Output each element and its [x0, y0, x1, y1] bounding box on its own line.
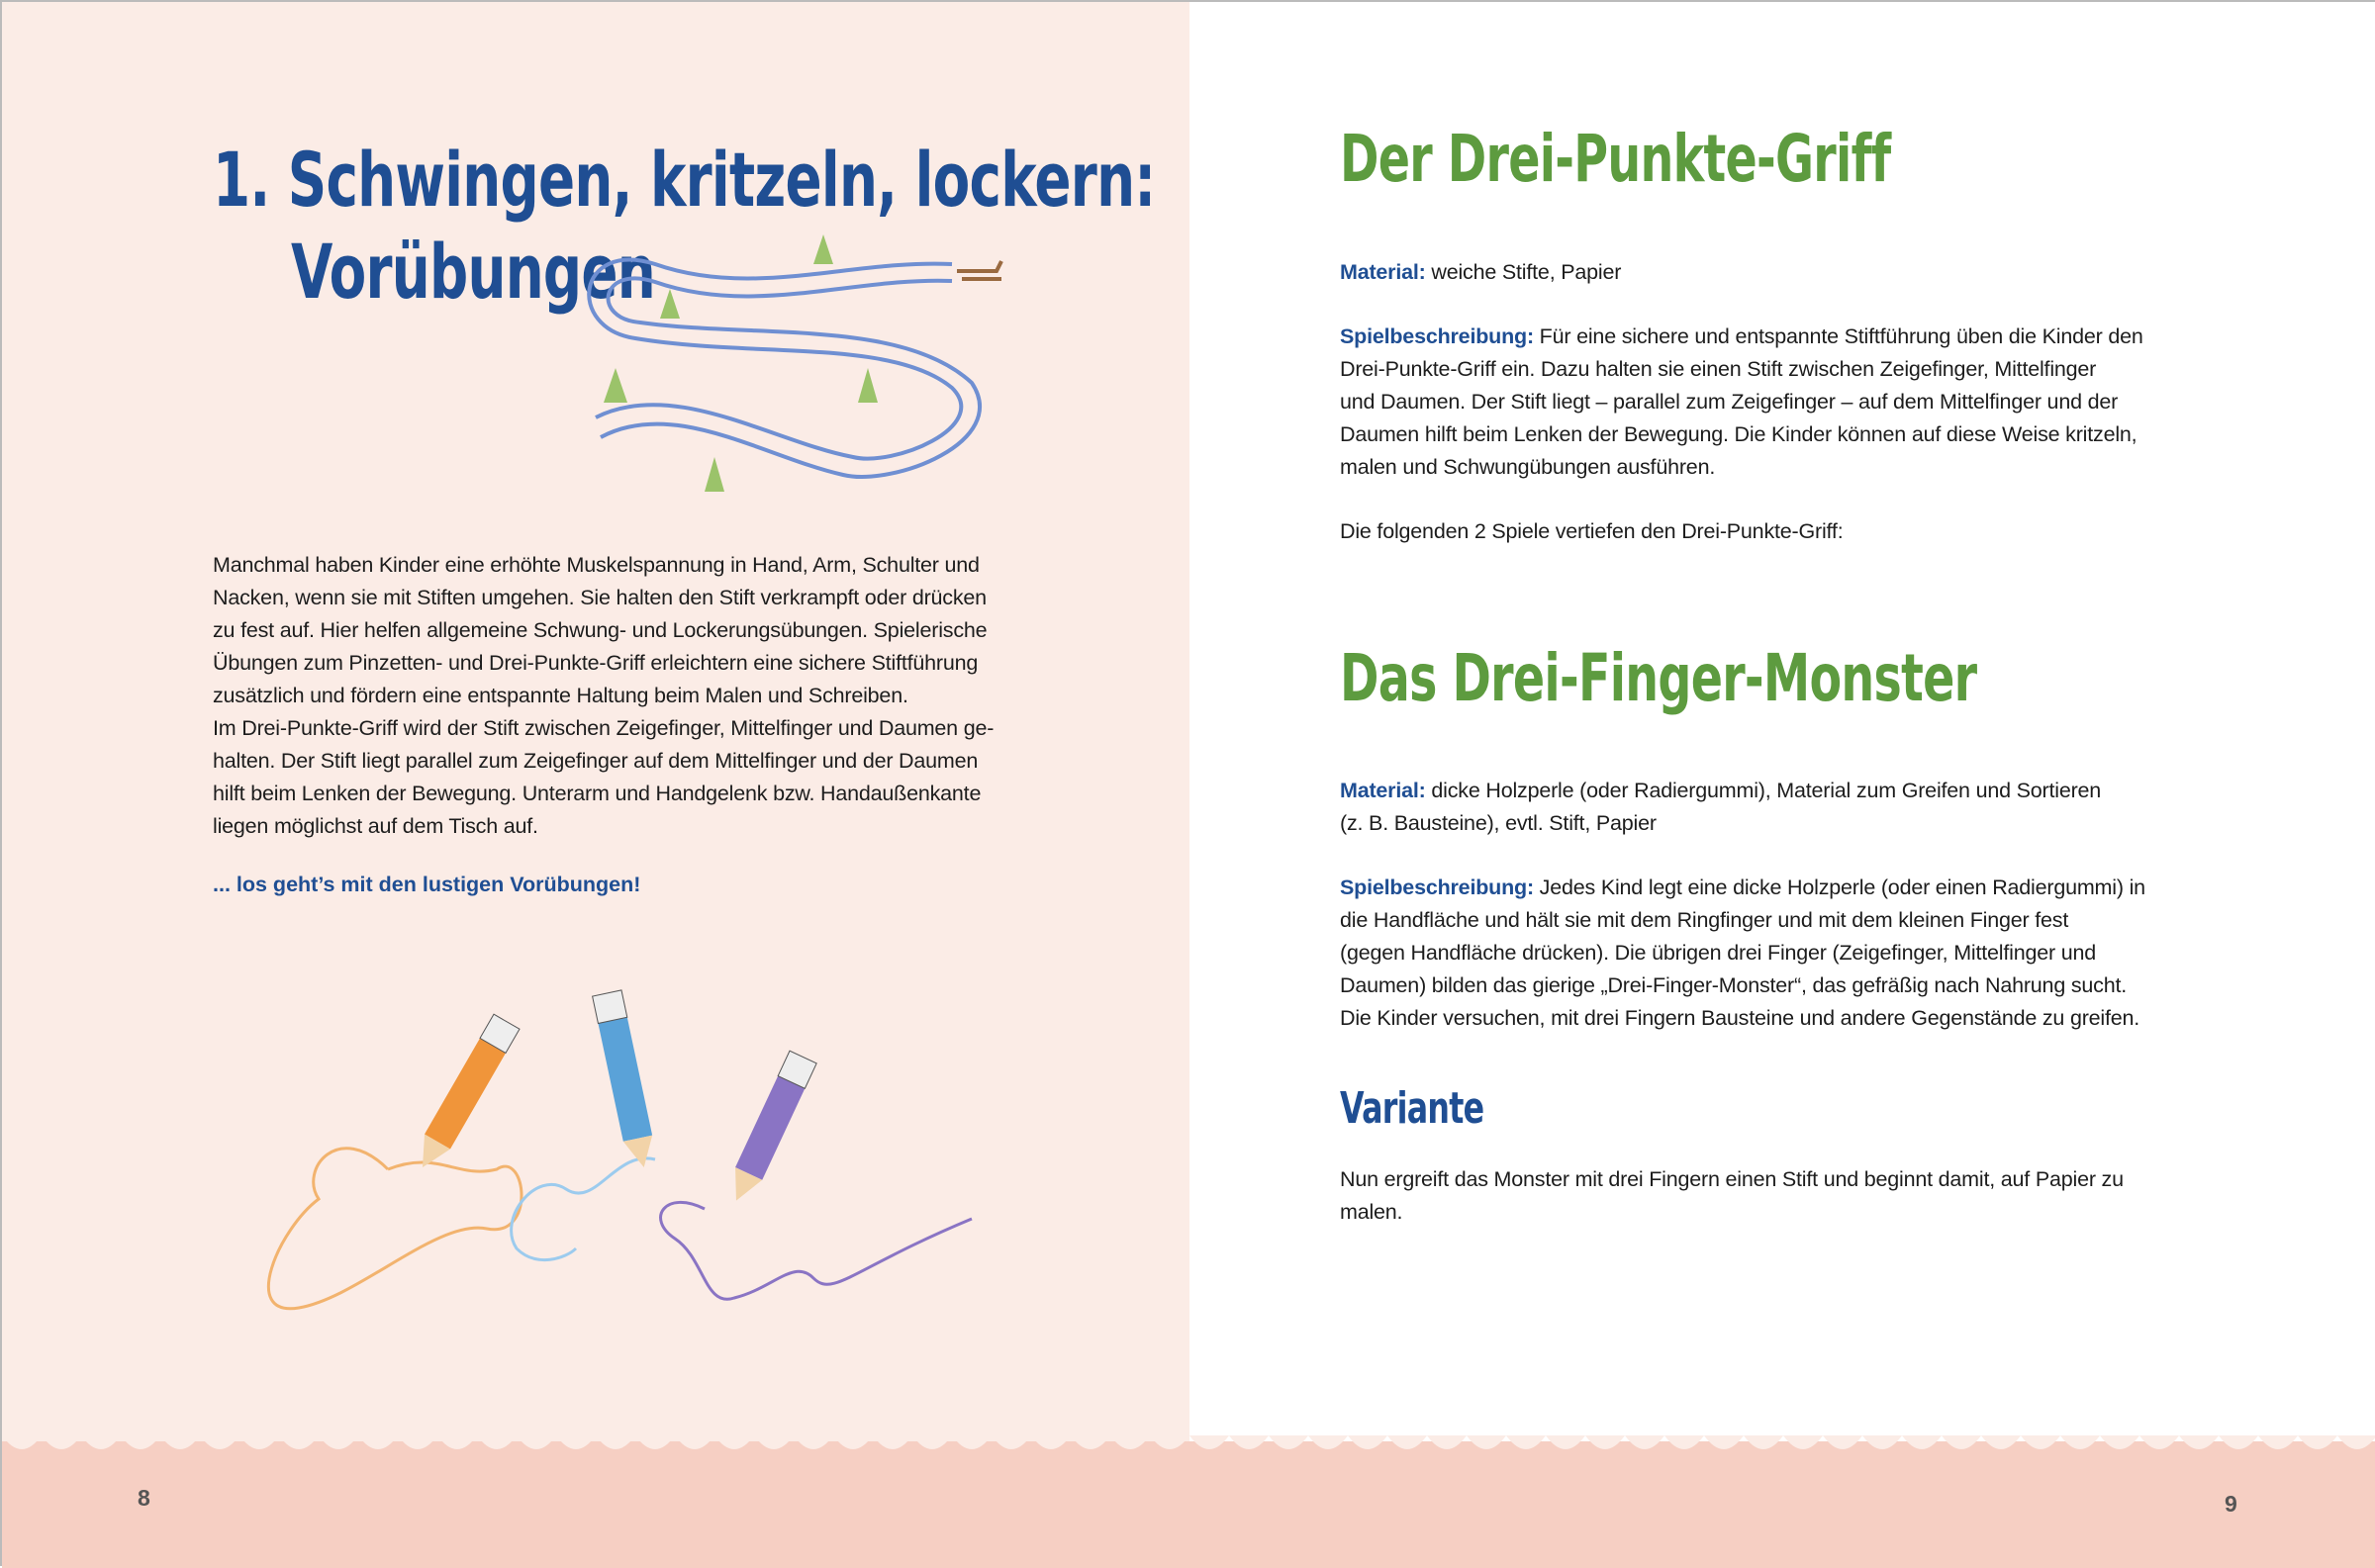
variant-text	[1340, 1163, 2124, 1229]
text-line: und Daumen. Der Stift liegt – parallel zum Zeigefinger – auf dem Mittelfinger und der	[1340, 390, 2119, 414]
section1-material	[1340, 256, 1621, 289]
text-line: liegen möglichst auf dem Tisch auf.	[213, 814, 538, 838]
scallop-edge	[2, 1435, 2375, 1449]
text-line: Nun ergreift das Monster mit drei Fingern einen Stift und beginnt damit, auf Papier zu	[1340, 1167, 2124, 1191]
text-line: Übungen zum Pinzetten- und Drei-Punkte-Griff erleichtern eine sichere Stiftführung	[213, 651, 979, 675]
text-line: Die Kinder versuchen, mit drei Fingern Bausteine und andere Gegenstände zu greifen.	[1340, 1006, 2140, 1030]
chapter-title-line1: 1. Schwingen, kritzeln, lockern:	[213, 136, 1156, 224]
variant-title: Variante	[1340, 1083, 1484, 1134]
closing-line: ... los geht’s mit den lustigen Vorübungen!	[213, 873, 641, 896]
material-label: Material:	[1340, 260, 1426, 284]
text-line: Jedes Kind legt eine dicke Holzperle (oder einen Radiergummi) in	[1533, 876, 2145, 899]
section2-material	[1340, 775, 2101, 840]
section1-note: Die folgenden 2 Spiele vertiefen den Drei-Punkte-Griff:	[1340, 519, 1844, 543]
section-title-drei-punkte-griff: Der Drei-Punkte-Griff	[1340, 121, 1891, 197]
material-label: Material:	[1340, 779, 1426, 802]
description-label: Spielbeschreibung:	[1340, 324, 1534, 348]
text-line: Manchmal haben Kinder eine erhöhte Muskelspannung in Hand, Arm, Schulter und	[213, 553, 980, 577]
page-number-left: 8	[138, 1485, 150, 1511]
page-number-right: 9	[2225, 1491, 2237, 1517]
text-line: malen.	[1340, 1200, 1403, 1224]
text-line: die Handfläche und hält sie mit dem Ringfinger und mit dem kleinen Finger fest	[1340, 908, 2069, 932]
description-label: Spielbeschreibung:	[1340, 876, 1534, 899]
text-line: (gegen Handfläche drücken). Die übrigen drei Finger (Zeigefinger, Mittelfinger und	[1340, 941, 2097, 965]
section2-description	[1340, 872, 2145, 1035]
sled-track-illustration	[556, 220, 1051, 536]
text-line: Drei-Punkte-Griff ein. Dazu halten sie einen Stift zwischen Zeigefinger, Mittelfinger	[1340, 357, 2097, 381]
text-line: zu fest auf. Hier helfen allgemeine Schwung- und Lockerungsübungen. Spielerische	[213, 618, 988, 642]
section-title-drei-finger-monster: Das Drei-Finger-Monster	[1340, 640, 1977, 716]
text-line: Daumen) bilden das gierige „Drei-Finger-Monster“, das gefräßig nach Nahrung sucht.	[1340, 973, 2128, 997]
text-line: Für eine sichere und entspannte Stiftführung üben die Kinder den	[1533, 324, 2143, 348]
chapter-title-line2: Vorübungen	[291, 228, 656, 316]
text-line: malen und Schwungübungen ausführen.	[1340, 455, 1716, 479]
pencils-illustration	[239, 971, 992, 1328]
footer-band	[2, 1441, 2375, 1568]
text-line: Daumen hilft beim Lenken der Bewegung. Die Kinder können auf diese Weise kritzeln,	[1340, 422, 2138, 446]
scallop-border	[2, 1435, 2375, 1465]
text-line: Im Drei-Punkte-Griff wird der Stift zwischen Zeigefinger, Mittelfinger und Daumen ge-	[213, 716, 995, 740]
section1-description	[1340, 321, 2143, 484]
text-line: hilft beim Lenken der Bewegung. Unterarm und Handgelenk bzw. Handaußenkante	[213, 782, 982, 805]
left-page	[2, 2, 1189, 1568]
intro-text	[213, 549, 994, 843]
material-text: dicke Holzperle (oder Radiergummi), Material zum Greifen und Sortieren	[1425, 779, 2102, 802]
material-text: weiche Stifte, Papier	[1425, 260, 1622, 284]
text-line: halten. Der Stift liegt parallel zum Zeigefinger auf dem Mittelfinger und der Daumen	[213, 749, 979, 773]
material-text: (z. B. Bausteine), evtl. Stift, Papier	[1340, 811, 1657, 835]
text-line: zusätzlich und fördern eine entspannte Haltung beim Malen und Schreiben.	[213, 684, 908, 707]
text-line: Nacken, wenn sie mit Stiften umgehen. Sie halten den Stift verkrampft oder drücken	[213, 586, 987, 609]
